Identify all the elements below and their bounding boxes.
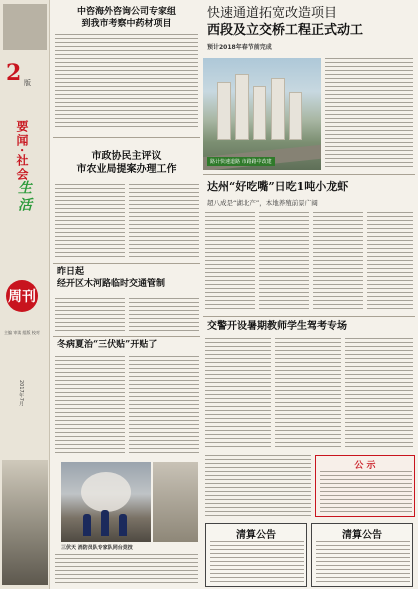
article2-headline-line2: 市农业局提案办理工作	[76, 164, 177, 175]
clearance-notice-right[interactable]	[311, 523, 413, 587]
firefighter-photo	[61, 462, 151, 542]
vertical-brand: 生活	[16, 180, 32, 214]
article3-body-b	[275, 338, 341, 450]
public-notice-title: 公 示	[354, 461, 376, 471]
clearance-title-left: 清算公告	[236, 530, 276, 541]
article1-headline[interactable]	[53, 6, 200, 30]
article2-body-a	[205, 212, 255, 312]
article1-body	[55, 34, 198, 128]
divider	[53, 336, 200, 337]
article2-subhead: 超八成是“湖北产”，本地养殖前景广阔	[207, 199, 318, 207]
photo-story-body	[55, 554, 198, 586]
public-notice[interactable]	[315, 455, 415, 517]
city-rendering-photo	[203, 58, 321, 170]
divider	[53, 263, 200, 264]
article3-headline-line2: 经开区木河路临时交通管制	[57, 279, 166, 289]
divider	[203, 174, 415, 175]
article1-headline-line2: 到我市考察中药材项目	[81, 19, 172, 29]
article2-headline-line1: 市政协民主评议	[91, 151, 162, 162]
issue-date: 2017年7月	[18, 380, 24, 406]
divider	[203, 316, 415, 317]
divider	[53, 137, 200, 138]
article1-body	[325, 58, 413, 170]
article1-subhead: 预计2018年春节前完成	[207, 44, 272, 51]
article3-body-c	[345, 338, 413, 450]
sidebar	[0, 0, 50, 589]
article3-headline[interactable]: 交警开设暑期教师学生驾考专场	[207, 321, 347, 332]
article1-headline-top[interactable]: 快速通道拓宽改造项目	[207, 6, 338, 21]
event-photo	[153, 462, 198, 542]
article4-body-left	[55, 356, 125, 456]
article2-headline[interactable]: 达州“好吃嘴”日吃1吨小龙虾	[207, 180, 349, 193]
article1-headline-line1: 中咨海外咨询公司专家组	[76, 7, 176, 17]
article1-headline-main[interactable]: 西段及立交桥工程正式动工	[207, 23, 364, 38]
article2-body-b	[259, 212, 309, 312]
article3-headline[interactable]	[57, 266, 165, 290]
article2-body-d	[367, 212, 413, 312]
badge-icon: 周刊	[6, 280, 38, 312]
article3-body-a	[205, 338, 271, 450]
article2-headline[interactable]	[53, 150, 200, 176]
article3-body-d	[205, 455, 311, 517]
edition-number: 2	[6, 60, 22, 86]
article3-body-right	[129, 298, 199, 332]
edition-label: 版	[24, 79, 31, 87]
editor-meta: 主编 审读 组版 校对	[4, 330, 40, 335]
clearance-notice-left[interactable]	[205, 523, 307, 587]
clearance-title-right: 清算公告	[342, 530, 382, 541]
article2-body-left	[55, 184, 125, 260]
article2-body-c	[313, 212, 363, 312]
right-column	[203, 0, 415, 589]
photo-caption: 路计快速道路 市路路中改建	[207, 157, 275, 166]
article3-headline-line1: 昨日起	[57, 267, 85, 277]
masthead-logo	[3, 4, 47, 50]
article4-body-right	[129, 356, 199, 456]
photo-caption: 三伏天 消防员队专家队同台竞技	[61, 545, 133, 551]
article4-headline[interactable]: 冬病夏治“三伏贴”开贴了	[57, 340, 158, 350]
section-title: 要闻·社会	[15, 120, 29, 183]
article3-body-left	[55, 298, 125, 332]
sidebar-photo	[2, 460, 48, 585]
left-column	[53, 0, 200, 589]
article2-body-right	[129, 184, 199, 260]
